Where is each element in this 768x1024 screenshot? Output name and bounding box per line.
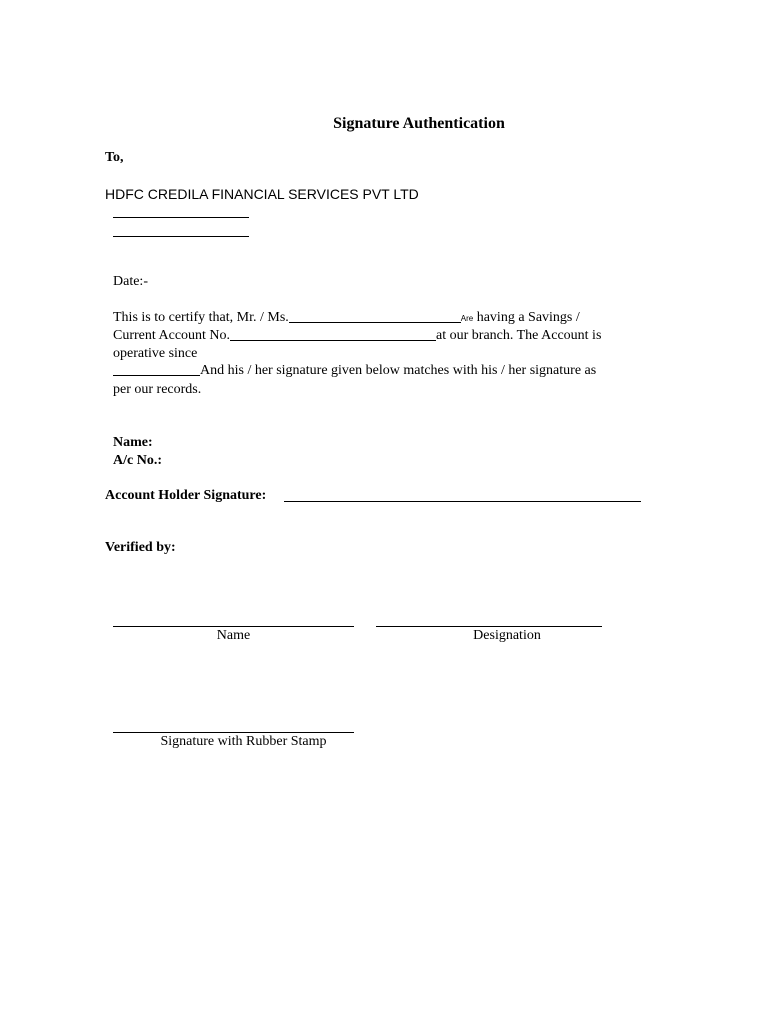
- name-label: Name:: [113, 435, 153, 450]
- name-caption: Name: [216, 628, 251, 643]
- operative-since-blank: [113, 374, 200, 376]
- holder-name-blank: [289, 321, 461, 323]
- address-line-1: [113, 217, 249, 218]
- cert-line-2: [113, 328, 601, 344]
- cert-line-4: [113, 363, 596, 379]
- verifier-name-line: [113, 626, 354, 627]
- are-text: Are: [460, 314, 474, 323]
- acno-label: A/c No.:: [113, 453, 162, 468]
- account-holder-signature-label: Account Holder Signature:: [105, 488, 267, 503]
- address-line-2: [113, 236, 249, 237]
- signature-stamp-caption: Signature with Rubber Stamp: [160, 734, 327, 749]
- cert-line-2-start: Current Account No.: [113, 328, 231, 343]
- account-number-blank: [230, 339, 436, 341]
- cert-line-1-start: This is to certify that, Mr. / Ms.: [113, 310, 289, 325]
- designation-caption: Designation: [473, 628, 541, 643]
- account-holder-signature-line: [284, 501, 641, 502]
- signature-stamp-line: [113, 732, 354, 733]
- verified-by-label: Verified by:: [105, 540, 176, 555]
- cert-line-1-end: having a Savings /: [473, 310, 580, 325]
- cert-line-3: operative since: [113, 346, 198, 361]
- cert-line-2-end: at our branch. The Account is: [436, 328, 602, 343]
- cert-line-1: [113, 310, 580, 326]
- document-title: Signature Authentication: [333, 115, 505, 132]
- verifier-designation-line: [376, 626, 602, 627]
- addressee: HDFC CREDILA FINANCIAL SERVICES PVT LTD: [105, 186, 419, 202]
- cert-line-4-text: And his / her signature given below matches with his / her signature as: [200, 363, 597, 378]
- to-label: To,: [105, 150, 124, 165]
- date-label: Date:-: [113, 274, 148, 289]
- cert-line-5: per our records.: [113, 382, 202, 397]
